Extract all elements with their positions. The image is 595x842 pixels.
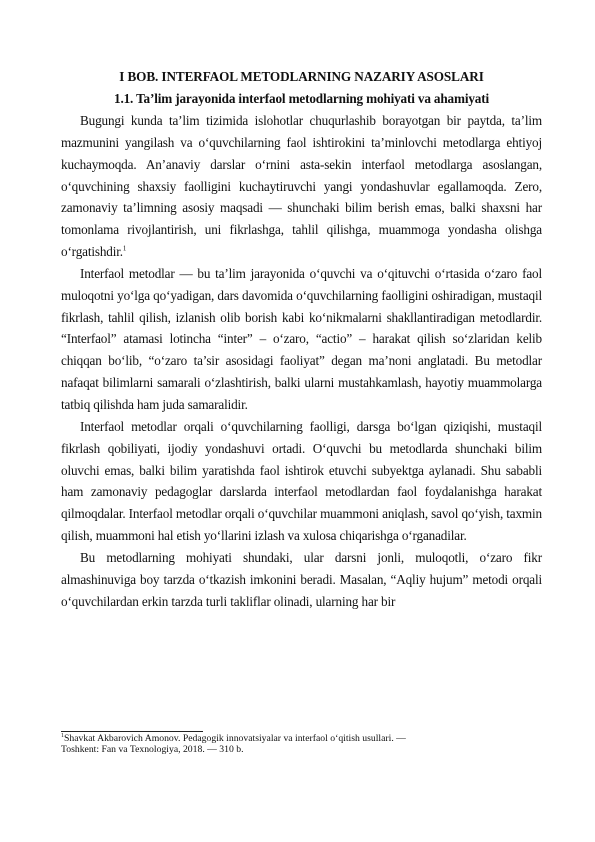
footnote-text-1: Shavkat Akbarovich Amonov. Pedagogik innovatsiyalar va interfaol o‘qitish usullari. —: [64, 733, 406, 744]
footnote-marker: 1: [61, 732, 64, 739]
document-body: [61, 66, 542, 612]
section-title: 1.1. Ta’lim jarayonida interfaol metodlarning mohiyati va ahamiyati: [114, 91, 489, 106]
footnote-reference: 1: [122, 244, 127, 253]
paragraph-1: [61, 110, 542, 263]
footnote-line-1: [61, 733, 542, 744]
footnote-line-2: Toshkent: Fan va Texnologiya, 2018. — 310 b.: [61, 744, 244, 756]
paragraph-1-text: Bugungi kunda ta’lim tizimida islohotlar chuqurlashib borayotgan bir paytda, ta’lim mazmunini yangilash va o‘quvchilarning faol ishtirokini ta’minlovchi metodlarga ehtiyoj kuchaymoqda. An’anaviy darslar o‘rnini asta-sekin interfaol metodlarga asoslangan, o‘quvchining shaxsiy faolligini kuchaytiruvchi yangi yondashuvlar egallamoqda. Zero, zamonaviy ta’limning asosiy maqsadi — shunchaki bilim berish emas, balki shaxsni har tomonlama rivojlantirish, uni fikrlashga, tahlil qilishga, muammoga yondasha olishga o‘rgatishdir.: [61, 113, 542, 260]
paragraph-4: Bu metodlarning mohiyati shundaki, ular darsni jonli, muloqotli, o‘zaro fikr almashinuviga boy tarzda o‘tkazish imkonini beradi. Masalan, “Aqliy hujum” metodi orqali o‘quvchilardan erkin tarzda turli takliflar olinadi, ularning har bir: [61, 549, 542, 609]
paragraph-3: Interfaol metodlar orqali o‘quvchilarning faolligi, darsga bo‘lgan qiziqishi, mustaqil fikrlash qobiliyati, ijodiy yondashuvi ortadi. O‘quvchi bu metodlarda shunchaki bilim oluvchi emas, balki bilim yaratishda faol ishtirok etuvchi subyektga aylanadi. Shu sababli ham zamonaviy pedagoglar darslarda interfaol metodlardan faol foydalanishga harakat qilmoqdalar. Interfaol metodlar orqali o‘quvchilar muammoni aniqlash, savol qo‘yish, taxmin qilish, muammoni hal etish yo‘llarini izlash va xulosa chiqarishga o‘rganadilar.: [61, 418, 542, 544]
paragraph-2: Interfaol metodlar — bu ta’lim jarayonida o‘quvchi va o‘qituvchi o‘rtasida o‘zaro faol muloqotni yo‘lga qo‘yadigan, dars davomida o‘quvchilarning faolligini oshiradigan, mustaqil fikrlash, tahlil qilish, izlanish olib borish kabi ko‘nikmalarni shakllantiradigan metodlardir. “Interfaol” atamasi lotincha “inter” – o‘zaro, “actio” – harakat qilish so‘zlaridan kelib chiqqan bo‘lib, “o‘zaro ta’sir asosidagi faoliyat” degan ma’noni anglatadi. Bu metodlar nafaqat bilimlarni samarali o‘zlashtirish, balki ularni mustahkamlash, hayotiy muammolarga tatbiq qilishda ham juda samaralidir.: [61, 265, 542, 412]
chapter-title: I BOB. INTERFAOL METODLARNING NAZARIY ASOSLARI: [119, 69, 484, 84]
footnote-divider: [61, 731, 203, 732]
footnote: [61, 733, 542, 755]
